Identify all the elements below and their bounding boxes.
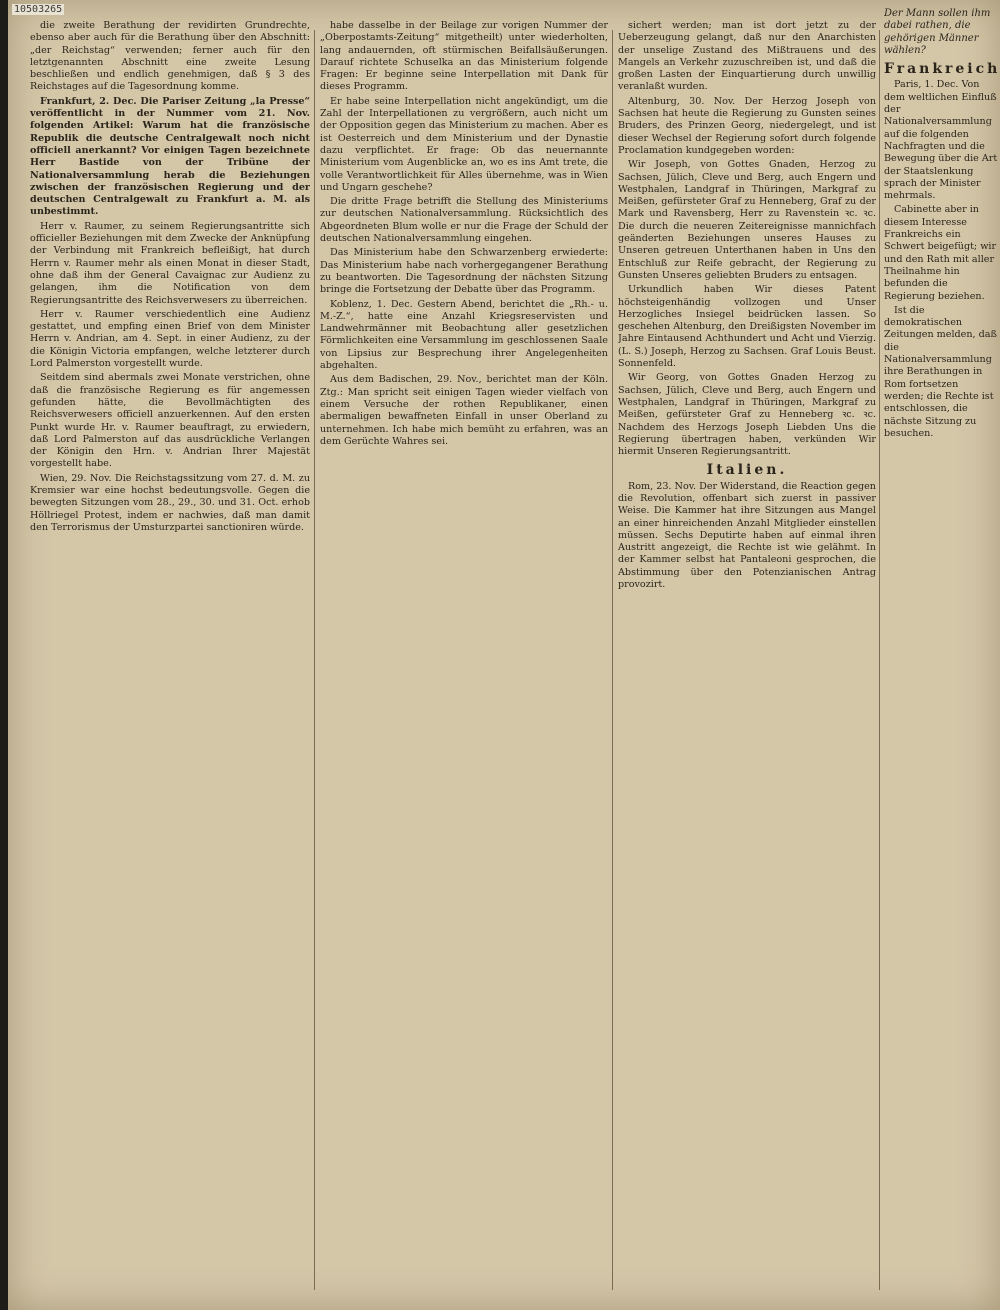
- article-paragraph: Das Ministerium habe den Schwarzenberg erwiederte: Das Ministerium habe nach vorhergegangener Berathung zu beantworten. Die Tagesordnung der nächsten Sitzung bringe die Fortsetzung der Debatte über das Programm.: [320, 247, 608, 296]
- proclamation-signature: Urkundlich haben Wir dieses Patent höchsteigenhändig vollzogen und Unser Herzogliches Insiegel beidrücken lassen. So geschehen Altenburg, den Dreißigsten November im Jahre Eintausend Achthundert und Acht und Vierzig. (L. S.) Joseph, Herzog zu Sachsen. Graf Louis Beust. Sonnenfeld.: [618, 284, 876, 370]
- article-frankfurt: Frankfurt, 2. Dec. Die Pariser Zeitung „la Presse“ veröffentlicht in der Nummer vom 21. Nov. folgenden Artikel: Warum hat die französische Republik die deutsche Centralgewalt noch nicht officiell anerkannt? Vor einigen Tagen bezeichnete Herr Bastide von der Tribüne der Nationalversammlung herab die Beziehungen zwischen der französischen Regierung und der deutschen Centralgewalt zu Frankfurt a. M. als unbestimmt.: [30, 95, 310, 218]
- newspaper-page: [8, 0, 1000, 1310]
- article-koblenz: Koblenz, 1. Dec. Gestern Abend, berichtet die „Rh.- u. M.-Z.“, hatte eine Anzahl Kriegsreservisten und Landwehrmänner mit Beobachtung aller gesetzlichen Förmlichkeiten eine Versammlung im geschlossenen Saale von Lipsius zur Besprechung ihrer Angelegenheiten abgehalten.: [320, 298, 608, 372]
- article-paris: Paris, 1. Dec. Von dem weltlichen Einfluß der Nationalversammlung auf die folgenden Nachfragten und die Bewegung über die Art der Staatslenkung sprach der Minister mehrmals.: [884, 79, 998, 202]
- column-rule: [612, 30, 613, 1290]
- article-paragraph: Er habe seine Interpellation nicht angekündigt, um die Zahl der Interpellationen zu vergrößern, auch nicht um der Opposition gegen das Ministerium zu machen. Aber es ist Oesterreich und dem Ministerium und der Dynastie dazu verpflichtet. Er frage: Ob das neuernannte Ministerium vom Augenblicke an, wo es ins Amt trete, die volle Verantwortlichkeit für Alles übernehme, was in Wien und Ungarn geschehe?: [320, 95, 608, 193]
- article-paragraph: Die dritte Frage betrifft die Stellung des Ministeriums zur deutschen Nationalversammlung. Rücksichtlich des Abgeordneten Blum wolle er nur die Frage der Schuld der deutschen Nationalversammlung eingehen.: [320, 196, 608, 245]
- article-paragraph: Herr v. Raumer, zu seinem Regierungsantritte sich officieller Beziehungen mit dem Zwecke der Anknüpfung der Verbindung mit Frankreich befleißigt, hat durch Herrn v. Raumer mehr als einen Monat in dieser Stadt, ohne daß ihm der General Cavaignac zur Audienz zu gelangen, ihm die Notification von dem Regierungsantritte des Reichsverwesers zu überreichen.: [30, 220, 310, 306]
- column-rule: [314, 30, 315, 1290]
- column-3: [618, 20, 876, 1300]
- proclamation-georg: Wir Georg, von Gottes Gnaden Herzog zu Sachsen, Jülich, Cleve und Berg, auch Engern und Westphalen, Landgraf in Thüringen, Markgraf zu Meißen, gefürsteter Graf zu Henneberg ꝛc. ꝛc. Nachdem des Herzogs Joseph Liebden Uns die Regierung übertragen haben, verkünden Wir hiermit Unseren Regierungsantritt.: [618, 372, 876, 458]
- article-rom: Rom, 23. Nov. Der Widerstand, die Reaction gegen die Revolution, offenbart sich zuerst in passiver Weise. Die Kammer hat ihre Sitzungen aus Mangel an einer hinreichenden Anzahl Mitglieder einstellen müssen. Sechs Deputirte haben auf einmal ihren Austritt angezeigt, die Rechte ist wie gelähmt. In der Kammer selbst hat Pantaleoni gesprochen, die Abstimmung über den Potenzianischen Antrag provozirt.: [618, 480, 876, 591]
- column-2: [320, 20, 608, 1300]
- article-paragraph: Herr v. Raumer verschiedentlich eine Audienz gestattet, und empfing einen Brief von dem Minister Herrn v. Andrian, am 4. Sept. in einer Audienz, zu der die Königin Victoria empfangen, welche letzterer durch Lord Palmerston vorgestellt wurde.: [30, 308, 310, 370]
- header-note: Der Mann sollen ihm dabei rathen, die gehörigen Männer wählen?: [884, 8, 991, 56]
- column-1: [30, 20, 310, 1300]
- article-paragraph: sichert werden; man ist dort jetzt zu der Ueberzeugung gelangt, daß nur den Anarchisten der unselige Zustand des Mißtrauens und des Mangels an Verkehr zuzuschreiben ist, und daß die großen Lasten der Einquartierung durch unwillig veranlaßt wurden.: [618, 20, 876, 93]
- article-altenburg: Altenburg, 30. Nov. Der Herzog Joseph von Sachsen hat heute die Regierung zu Gunsten seines Bruders, des Prinzen Georg, niedergelegt, und ist dieser Wechsel der Regierung sofort durch folgende Proclamation kundgegeben worden:: [618, 95, 876, 156]
- article-wien: Wien, 29. Nov. Die Reichstagssitzung vom 27. d. M. zu Kremsier war eine hochst bedeutungsvolle. Gegen die bewegten Sitzungen vom 28., 29., 30. und 31. Oct. erhob Höllriegel Protest, indem er nachwies, daß man damit den Terrorismus der Umsturzpartei sanctioniren würde.: [30, 472, 310, 533]
- section-heading-frankreich: Frankreich: [884, 61, 1000, 78]
- article-paragraph: habe dasselbe in der Beilage zur vorigen Nummer der „Oberpostamts-Zeitung“ mitgetheilt) unter wiederholten, lang andauernden, oft stürmischen Beifallsäußerungen. Darauf richtete Schuselka an das Ministerium folgende Fragen: Er beginne seine Interpellation mit Dank für dieses Programm.: [320, 20, 608, 93]
- column-rule: [879, 30, 880, 1290]
- article-paragraph: Ist die demokratischen Zeitungen melden, daß die Nationalversammlung ihre Berathungen in Rom fortsetzen werden; die Rechte ist entschlossen, die nächste Sitzung zu besuchen.: [884, 304, 997, 439]
- article-baden: Aus dem Badischen, 29. Nov., berichtet man der Köln. Ztg.: Man spricht seit einigen Tagen wieder vielfach von einem Versuche der rothen Republikaner, einen abermaligen bewaffneten Einfall in unser Oberland zu unternehmen. Ich habe mich bemüht zu erfahren, was an dem Gerüchte Wahres sei.: [320, 374, 608, 447]
- scan-id-label: 10503265: [14, 4, 63, 15]
- column-4: [884, 8, 1000, 1288]
- section-heading-italien: Italien.: [706, 462, 788, 479]
- article-paragraph: die zweite Berathung der revidirten Grundrechte, ebenso aber auch für die Berathung über den Abschnitt: „der Reichstag“ verwenden; ferner auch für den letztgenannten Abschnitt eine zweite Lesung beschließen und endlich genehmigen, daß § 3 des Reichstages auf die Tagesordnung komme.: [30, 20, 310, 93]
- article-paragraph: Seitdem sind abermals zwei Monate verstrichen, ohne daß die französische Regierung es für angemessen gefunden hätte, die Bevollmächtigten des Reichsverwesers officiell anzuerkennen. Auf den ersten Punkt wurde Hr. v. Raumer beauftragt, zu erwiedern, daß Lord Palmerston auf das ausdrückliche Verlangen der Königin den Hrn. v. Andrian Ihrer Majestät vorgestellt habe.: [30, 372, 310, 470]
- proclamation-joseph: Wir Joseph, von Gottes Gnaden, Herzog zu Sachsen, Jülich, Cleve und Berg, auch Engern und Westphalen, Landgraf in Thüringen, Markgraf zu Meißen, gefürsteter Graf zu Henneberg, Graf zu der Mark und Ravensberg, Herr zu Ravenstein ꝛc. ꝛc. Die durch die neueren Zeitereignisse mannichfach geänderten Beziehungen unseres Hauses zu Unseren getreuen Unterthanen haben in Uns den Entschluß zur Reife gebracht, der Regierung zu Gunsten Unseres geliebten Bruders zu entsagen.: [618, 159, 876, 281]
- article-paragraph: Cabinette aber in diesem Interesse Frankreichs ein Schwert beigefügt; wir und den Rath mit aller Theilnahme hin befunden die Regierung beziehen.: [884, 204, 997, 302]
